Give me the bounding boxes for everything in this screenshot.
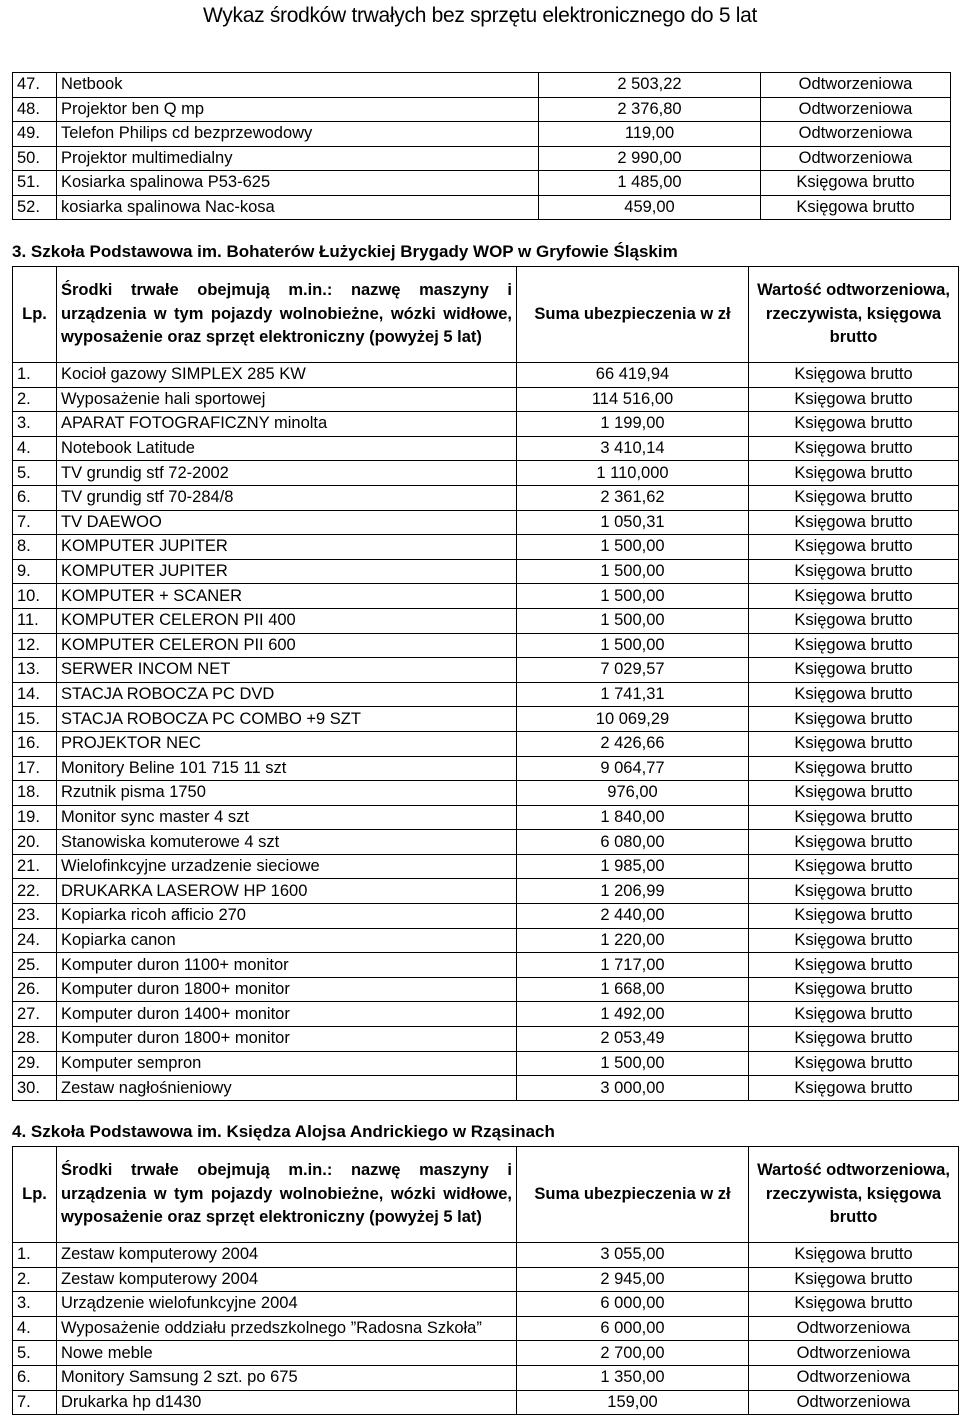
value-type: Księgowa brutto — [749, 485, 959, 510]
insured-sum: 6 080,00 — [517, 830, 749, 855]
value-type: Księgowa brutto — [749, 904, 959, 929]
value-type: Księgowa brutto — [749, 977, 959, 1002]
insured-sum: 2 376,80 — [539, 97, 761, 122]
item-name: TV DAEWOO — [57, 510, 517, 535]
value-type: Księgowa brutto — [749, 879, 959, 904]
item-name: Wyposażenie hali sportowej — [57, 387, 517, 412]
insured-sum: 9 064,77 — [517, 756, 749, 781]
value-type: Księgowa brutto — [749, 535, 959, 560]
table-row — [13, 412, 959, 437]
value-type: Odtworzeniowa — [761, 73, 951, 98]
row-number: 30. — [13, 1076, 57, 1101]
table-row — [13, 1341, 959, 1366]
item-name: Stanowiska komuterowe 4 szt — [57, 830, 517, 855]
row-number: 26. — [13, 977, 57, 1002]
insured-sum: 1 717,00 — [517, 953, 749, 978]
value-type: Księgowa brutto — [749, 953, 959, 978]
item-name: SERWER INCOM NET — [57, 658, 517, 683]
value-type: Odtworzeniowa — [749, 1341, 959, 1366]
insured-sum: 1 500,00 — [517, 559, 749, 584]
row-number: 28. — [13, 1027, 57, 1052]
table-row — [13, 1002, 959, 1027]
table-row — [13, 928, 959, 953]
insured-sum: 1 350,00 — [517, 1365, 749, 1390]
value-type: Odtworzeniowa — [749, 1365, 959, 1390]
insured-sum: 3 000,00 — [517, 1076, 749, 1101]
table-row — [13, 436, 959, 461]
table-row — [13, 756, 959, 781]
table-row — [13, 830, 959, 855]
row-number: 5. — [13, 461, 57, 486]
item-name: Zestaw komputerowy 2004 — [57, 1267, 517, 1292]
item-name: Monitory Samsung 2 szt. po 675 — [57, 1365, 517, 1390]
row-number: 15. — [13, 707, 57, 732]
table-row — [13, 904, 959, 929]
header-description: Środki trwałe obejmują m.in.: nazwę maszyny i urządzenia w tym pojazdy wolnobieżne, wózki widłowe, wyposażenie oraz sprzęt elektroniczny (powyżej 5 lat) — [57, 1147, 517, 1243]
insured-sum: 1 500,00 — [517, 608, 749, 633]
item-name: Projektor multimedialny — [57, 146, 539, 171]
table-row — [13, 584, 959, 609]
row-number: 49. — [13, 122, 57, 147]
row-number: 9. — [13, 559, 57, 584]
value-type: Księgowa brutto — [749, 805, 959, 830]
table-row — [13, 879, 959, 904]
table-row — [13, 658, 959, 683]
insured-sum: 2 426,66 — [517, 731, 749, 756]
header-value-type: Wartość odtworzeniowa, rzeczywista, księgowa brutto — [749, 267, 959, 363]
value-type: Księgowa brutto — [749, 436, 959, 461]
page-title: Wykaz środków trwałych bez sprzętu elektronicznego do 5 lat — [202, 4, 758, 27]
row-number: 13. — [13, 658, 57, 683]
value-type: Odtworzeniowa — [749, 1390, 959, 1415]
row-number: 8. — [13, 535, 57, 560]
insured-sum: 10 069,29 — [517, 707, 749, 732]
table-row — [13, 781, 959, 806]
item-name: Monitory Beline 101 715 11 szt — [57, 756, 517, 781]
value-type: Księgowa brutto — [749, 412, 959, 437]
insured-sum: 3 055,00 — [517, 1243, 749, 1268]
insured-sum: 2 700,00 — [517, 1341, 749, 1366]
item-name: Rzutnik pisma 1750 — [57, 781, 517, 806]
item-name: STACJA ROBOCZA PC COMBO +9 SZT — [57, 707, 517, 732]
item-name: Komputer duron 1800+ monitor — [57, 1027, 517, 1052]
insured-sum: 2 361,62 — [517, 485, 749, 510]
table-row — [13, 510, 959, 535]
item-name: Komputer sempron — [57, 1051, 517, 1076]
item-name: Zestaw nagłośnieniowy — [57, 1076, 517, 1101]
section-4-table — [12, 1146, 959, 1415]
header-lp: Lp. — [13, 267, 57, 363]
item-name: Nowe meble — [57, 1341, 517, 1366]
insured-sum: 3 410,14 — [517, 436, 749, 461]
header-sum: Suma ubezpieczenia w zł — [517, 1147, 749, 1243]
value-type: Księgowa brutto — [749, 461, 959, 486]
item-name: Projektor ben Q mp — [57, 97, 539, 122]
item-name: TV grundig stf 72-2002 — [57, 461, 517, 486]
value-type: Księgowa brutto — [749, 854, 959, 879]
value-type: Księgowa brutto — [749, 707, 959, 732]
item-name: KOMPUTER JUPITER — [57, 559, 517, 584]
item-name: Telefon Philips cd bezprzewodowy — [57, 122, 539, 147]
insured-sum: 2 945,00 — [517, 1267, 749, 1292]
row-number: 1. — [13, 1243, 57, 1268]
table-row — [13, 363, 959, 388]
insured-sum: 1 985,00 — [517, 854, 749, 879]
table-row — [13, 195, 951, 220]
row-number: 2. — [13, 1267, 57, 1292]
item-name: Zestaw komputerowy 2004 — [57, 1243, 517, 1268]
table-row — [13, 171, 951, 196]
insured-sum: 114 516,00 — [517, 387, 749, 412]
row-number: 20. — [13, 830, 57, 855]
value-type: Księgowa brutto — [749, 1292, 959, 1317]
row-number: 21. — [13, 854, 57, 879]
insured-sum: 1 500,00 — [517, 584, 749, 609]
insured-sum: 1 668,00 — [517, 977, 749, 1002]
item-name: KOMPUTER CELERON PII 600 — [57, 633, 517, 658]
item-name: Monitor sync master 4 szt — [57, 805, 517, 830]
value-type: Księgowa brutto — [749, 1051, 959, 1076]
insured-sum: 1 199,00 — [517, 412, 749, 437]
insured-sum: 6 000,00 — [517, 1316, 749, 1341]
table-row — [13, 1051, 959, 1076]
row-number: 6. — [13, 1365, 57, 1390]
insured-sum: 459,00 — [539, 195, 761, 220]
header-sum: Suma ubezpieczenia w zł — [517, 267, 749, 363]
item-name: Komputer duron 1800+ monitor — [57, 977, 517, 1002]
table-row — [13, 682, 959, 707]
insured-sum: 1 485,00 — [539, 171, 761, 196]
row-number: 7. — [13, 510, 57, 535]
insured-sum: 1 220,00 — [517, 928, 749, 953]
assets-table-continued — [12, 72, 951, 220]
insured-sum: 119,00 — [539, 122, 761, 147]
header-value-type: Wartość odtworzeniowa, rzeczywista, księgowa brutto — [749, 1147, 959, 1243]
table-row — [13, 854, 959, 879]
insured-sum: 7 029,57 — [517, 658, 749, 683]
value-type: Księgowa brutto — [749, 928, 959, 953]
table-row — [13, 461, 959, 486]
value-type: Odtworzeniowa — [761, 97, 951, 122]
value-type: Księgowa brutto — [749, 658, 959, 683]
insured-sum: 159,00 — [517, 1390, 749, 1415]
table-row — [13, 707, 959, 732]
item-name: Kopiarka canon — [57, 928, 517, 953]
item-name: Kocioł gazowy SIMPLEX 285 KW — [57, 363, 517, 388]
value-type: Księgowa brutto — [749, 1002, 959, 1027]
table-row — [13, 1027, 959, 1052]
value-type: Księgowa brutto — [749, 387, 959, 412]
insured-sum: 1 110,000 — [517, 461, 749, 486]
insured-sum: 2 503,22 — [539, 73, 761, 98]
row-number: 51. — [13, 171, 57, 196]
item-name: TV grundig stf 70-284/8 — [57, 485, 517, 510]
table-row — [13, 805, 959, 830]
table-row — [13, 535, 959, 560]
row-number: 11. — [13, 608, 57, 633]
row-number: 3. — [13, 412, 57, 437]
insured-sum: 2 053,49 — [517, 1027, 749, 1052]
item-name: PROJEKTOR NEC — [57, 731, 517, 756]
item-name: STACJA ROBOCZA PC DVD — [57, 682, 517, 707]
insured-sum: 1 500,00 — [517, 535, 749, 560]
table-row — [13, 633, 959, 658]
table-row — [13, 977, 959, 1002]
table-row — [13, 1390, 959, 1415]
row-number: 18. — [13, 781, 57, 806]
header-description: Środki trwałe obejmują m.in.: nazwę maszyny i urządzenia w tym pojazdy wolnobieżne, wózki widłowe, wyposażenie oraz sprzęt elektroniczny (powyżej 5 lat) — [57, 267, 517, 363]
row-number: 14. — [13, 682, 57, 707]
table-row — [13, 731, 959, 756]
value-type: Księgowa brutto — [749, 633, 959, 658]
row-number: 12. — [13, 633, 57, 658]
item-name: Urządzenie wielofunkcyjne 2004 — [57, 1292, 517, 1317]
value-type: Księgowa brutto — [749, 559, 959, 584]
item-name: Komputer duron 1400+ monitor — [57, 1002, 517, 1027]
value-type: Księgowa brutto — [749, 1243, 959, 1268]
insured-sum: 1 840,00 — [517, 805, 749, 830]
item-name: DRUKARKA LASEROW HP 1600 — [57, 879, 517, 904]
row-number: 52. — [13, 195, 57, 220]
insured-sum: 1 741,31 — [517, 682, 749, 707]
item-name: Wyposażenie oddziału przedszkolnego ”Radosna Szkoła” — [57, 1316, 517, 1341]
row-number: 16. — [13, 731, 57, 756]
table-row — [13, 608, 959, 633]
value-type: Księgowa brutto — [749, 363, 959, 388]
table-row — [13, 73, 951, 98]
table-row — [13, 1267, 959, 1292]
table-row — [13, 146, 951, 171]
value-type: Księgowa brutto — [749, 1027, 959, 1052]
row-number: 25. — [13, 953, 57, 978]
row-number: 4. — [13, 436, 57, 461]
row-number: 29. — [13, 1051, 57, 1076]
item-name: kosiarka spalinowa Nac-kosa — [57, 195, 539, 220]
row-number: 6. — [13, 485, 57, 510]
table-row — [13, 387, 959, 412]
row-number: 22. — [13, 879, 57, 904]
table-row — [13, 1076, 959, 1101]
insured-sum: 6 000,00 — [517, 1292, 749, 1317]
item-name: Wielofinkcyjne urzadzenie sieciowe — [57, 854, 517, 879]
row-number: 23. — [13, 904, 57, 929]
table-row — [13, 97, 951, 122]
table-row — [13, 559, 959, 584]
table-row — [13, 1243, 959, 1268]
item-name: Kopiarka ricoh afficio 270 — [57, 904, 517, 929]
row-number: 47. — [13, 73, 57, 98]
table-row — [13, 122, 951, 147]
insured-sum: 66 419,94 — [517, 363, 749, 388]
item-name: Kosiarka spalinowa P53-625 — [57, 171, 539, 196]
row-number: 17. — [13, 756, 57, 781]
item-name: Komputer duron 1100+ monitor — [57, 953, 517, 978]
row-number: 19. — [13, 805, 57, 830]
item-name: Drukarka hp d1430 — [57, 1390, 517, 1415]
table-row — [13, 953, 959, 978]
value-type: Księgowa brutto — [749, 510, 959, 535]
insured-sum: 2 990,00 — [539, 146, 761, 171]
value-type: Księgowa brutto — [749, 682, 959, 707]
row-number: 4. — [13, 1316, 57, 1341]
row-number: 1. — [13, 363, 57, 388]
item-name: KOMPUTER CELERON PII 400 — [57, 608, 517, 633]
value-type: Księgowa brutto — [749, 1076, 959, 1101]
value-type: Księgowa brutto — [749, 584, 959, 609]
row-number: 2. — [13, 387, 57, 412]
item-name: APARAT FOTOGRAFICZNY minolta — [57, 412, 517, 437]
value-type: Odtworzeniowa — [749, 1316, 959, 1341]
value-type: Księgowa brutto — [749, 756, 959, 781]
row-number: 7. — [13, 1390, 57, 1415]
insured-sum: 1 492,00 — [517, 1002, 749, 1027]
table-row — [13, 1292, 959, 1317]
header-lp: Lp. — [13, 1147, 57, 1243]
row-number: 48. — [13, 97, 57, 122]
value-type: Księgowa brutto — [749, 1267, 959, 1292]
value-type: Księgowa brutto — [761, 195, 951, 220]
value-type: Księgowa brutto — [749, 731, 959, 756]
value-type: Odtworzeniowa — [761, 146, 951, 171]
table-row — [13, 485, 959, 510]
row-number: 10. — [13, 584, 57, 609]
value-type: Księgowa brutto — [749, 781, 959, 806]
item-name: KOMPUTER + SCANER — [57, 584, 517, 609]
insured-sum: 1 500,00 — [517, 1051, 749, 1076]
row-number: 5. — [13, 1341, 57, 1366]
row-number: 50. — [13, 146, 57, 171]
value-type: Księgowa brutto — [749, 608, 959, 633]
value-type: Księgowa brutto — [749, 830, 959, 855]
value-type: Odtworzeniowa — [761, 122, 951, 147]
insured-sum: 976,00 — [517, 781, 749, 806]
section-3-heading: 3. Szkoła Podstawowa im. Bohaterów Łużyckiej Brygady WOP w Gryfowie Śląskim — [12, 242, 678, 261]
table-row — [13, 1365, 959, 1390]
insured-sum: 1 050,31 — [517, 510, 749, 535]
row-number: 3. — [13, 1292, 57, 1317]
item-name: KOMPUTER JUPITER — [57, 535, 517, 560]
row-number: 24. — [13, 928, 57, 953]
insured-sum: 2 440,00 — [517, 904, 749, 929]
value-type: Księgowa brutto — [761, 171, 951, 196]
insured-sum: 1 500,00 — [517, 633, 749, 658]
item-name: Netbook — [57, 73, 539, 98]
insured-sum: 1 206,99 — [517, 879, 749, 904]
row-number: 27. — [13, 1002, 57, 1027]
table-row — [13, 1316, 959, 1341]
section-3-table — [12, 266, 959, 1101]
section-4-heading: 4. Szkoła Podstawowa im. Księdza Alojsa Andrickiego w Rząsinach — [12, 1122, 555, 1141]
item-name: Notebook Latitude — [57, 436, 517, 461]
